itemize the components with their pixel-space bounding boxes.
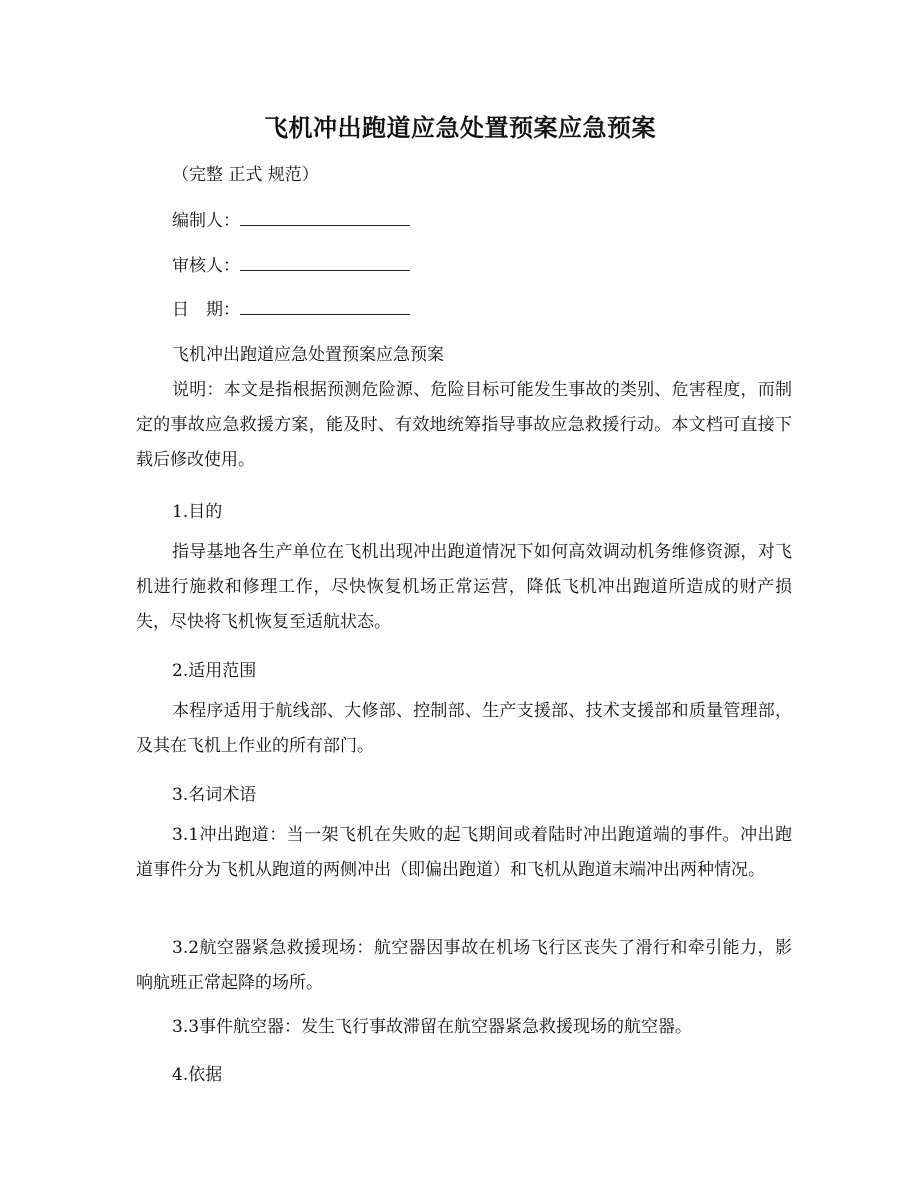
compiler-blank-line bbox=[240, 211, 410, 226]
subtitle: （完整 正式 规范） bbox=[172, 165, 319, 185]
section-4-heading: 4.依据 bbox=[172, 1065, 223, 1085]
reviewer-field bbox=[172, 251, 410, 276]
compiler-field bbox=[172, 206, 410, 231]
section-3-2-text: 3.2航空器紧急救援现场：航空器因事故在机场飞行区丧失了滑行和牵引能力，影响航班正常起降的场所。 bbox=[136, 938, 792, 993]
section-1-text: 指导基地各生产单位在飞机出现冲出跑道情况下如何高效调动机务维修资源，对飞机进行施救和修理工作，尽快恢复机场正常运营，降低飞机冲出跑道所造成的财产损失，尽快将飞机恢复至适航状态。 bbox=[136, 542, 792, 632]
compiler-label: 编制人： bbox=[172, 211, 240, 231]
date-blank-line bbox=[240, 300, 410, 315]
note-text: 说明：本文是指根据预测危险源、危险目标可能发生事故的类别、危害程度，而制定的事故应急救援方案，能及时、有效地统筹指导事故应急救援行动。本文档可直接下载后修改使用。 bbox=[136, 380, 792, 470]
section-3-1 bbox=[136, 818, 792, 888]
note-paragraph bbox=[136, 373, 792, 478]
date-label: 日 期： bbox=[172, 300, 240, 320]
reviewer-blank-line bbox=[240, 256, 410, 271]
section-2-body bbox=[136, 694, 792, 764]
reviewer-label: 审核人： bbox=[172, 256, 240, 276]
section-3-heading: 3.名词术语 bbox=[172, 785, 257, 805]
section-3-1-text: 3.1冲出跑道：当一架飞机在失败的起飞期间或着陆时冲出跑道端的事件。冲出跑道事件分为飞机从跑道的两侧冲出（即偏出跑道）和飞机从跑道末端冲出两种情况。 bbox=[136, 825, 792, 880]
section-2-text: 本程序适用于航线部、大修部、控制部、生产支援部、技术支援部和质量管理部，及其在飞机上作业的所有部门。 bbox=[136, 701, 792, 756]
doc-name: 飞机冲出跑道应急处置预案应急预案 bbox=[172, 345, 444, 365]
date-field bbox=[172, 295, 410, 320]
section-1-body bbox=[136, 535, 792, 640]
document-title: 飞机冲出跑道应急处置预案应急预案 bbox=[264, 113, 656, 142]
section-1-heading: 1.目的 bbox=[172, 502, 223, 522]
section-3-3-text: 3.3事件航空器：发生飞行事故滞留在航空器紧急救援现场的航空器。 bbox=[172, 1017, 693, 1037]
section-3-3 bbox=[136, 1010, 792, 1045]
section-3-2 bbox=[136, 931, 792, 1001]
section-2-heading: 2.适用范围 bbox=[172, 661, 257, 681]
